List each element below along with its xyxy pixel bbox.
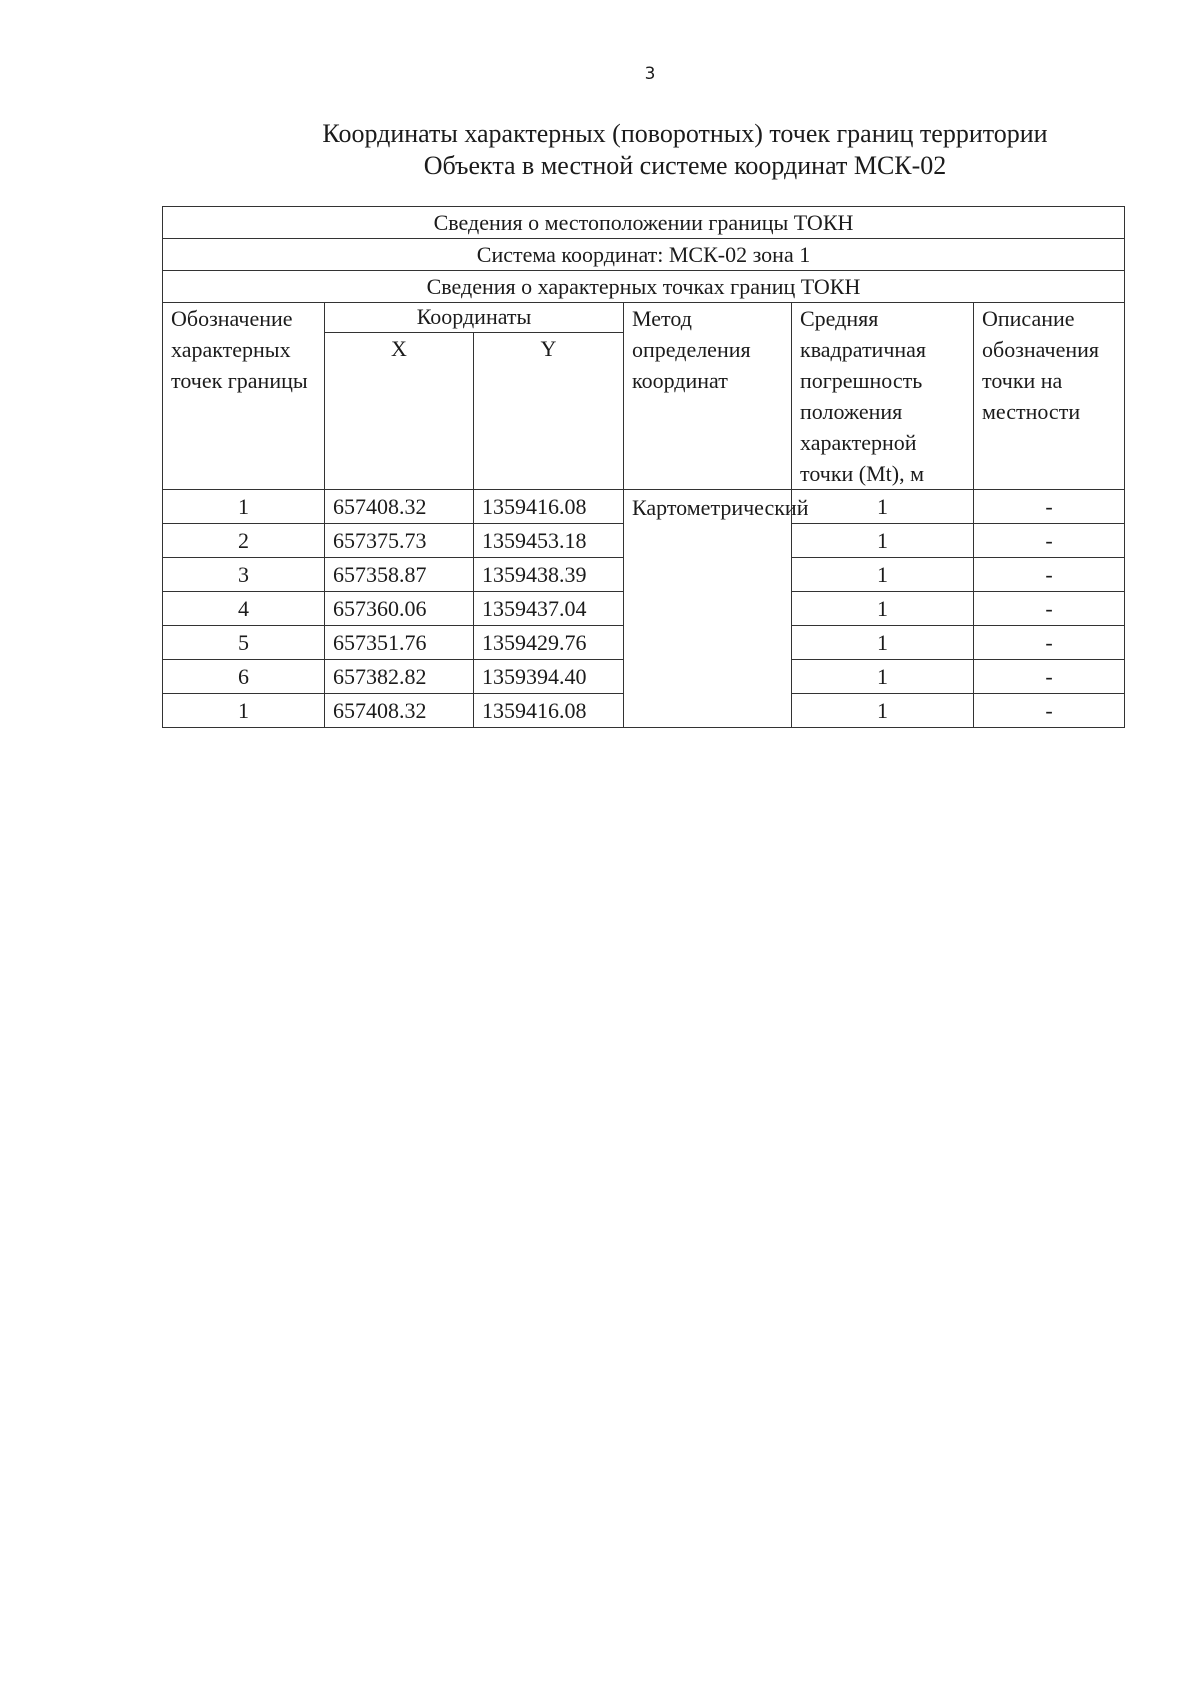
cell-x: 657351.76 [325,626,474,660]
cell-point: 2 [163,524,325,558]
cell-point: 4 [163,592,325,626]
cell-x: 657408.32 [325,694,474,728]
cell-point: 6 [163,660,325,694]
cell-point: 1 [163,490,325,524]
table-band-coordinate-system: Система координат: МСК-02 зона 1 [163,239,1125,271]
cell-y: 1359394.40 [474,660,624,694]
cell-description: - [974,694,1125,728]
document-title [290,118,1080,182]
header-point-description: Описание обозначения точки на местности [974,303,1125,490]
cell-y: 1359429.76 [474,626,624,660]
cell-error: 1 [792,524,974,558]
cell-x: 657408.32 [325,490,474,524]
document-title-line-2: Объекта в местной системе координат МСК-02 [423,151,947,180]
page-number: 3 [644,64,656,84]
cell-y: 1359437.04 [474,592,624,626]
cell-description: - [974,524,1125,558]
header-mean-square-error: Средняя квадратичная погрешность положения характерной точки (Mt), м [792,303,974,490]
cell-y: 1359438.39 [474,558,624,592]
cell-description: - [974,490,1125,524]
cell-y: 1359453.18 [474,524,624,558]
cell-x: 657360.06 [325,592,474,626]
table-row [163,490,1125,524]
header-coordinates: Координаты [325,303,624,333]
header-x: X [325,333,474,490]
header-y: Y [474,333,624,490]
document-title-line-1: Координаты характерных (поворотных) точек границ территории [322,119,1048,148]
cell-point: 3 [163,558,325,592]
cell-error: 1 [792,490,974,524]
cell-description: - [974,558,1125,592]
cell-y: 1359416.08 [474,694,624,728]
cell-error: 1 [792,626,974,660]
cell-x: 657358.87 [325,558,474,592]
table-band-location: Сведения о местоположении границы ТОКН [163,207,1125,239]
cell-error: 1 [792,694,974,728]
cell-error: 1 [792,660,974,694]
cell-error: 1 [792,592,974,626]
table-band-characteristic-points: Сведения о характерных точках границ ТОКН [163,271,1125,303]
cell-x: 657375.73 [325,524,474,558]
cell-point: 5 [163,626,325,660]
cell-description: - [974,592,1125,626]
cell-method: Картометрический [624,490,792,728]
cell-y: 1359416.08 [474,490,624,524]
cell-x: 657382.82 [325,660,474,694]
header-method: Метод определения координат [624,303,792,490]
header-point-designation: Обозначение характерных точек границы [163,303,325,490]
cell-point: 1 [163,694,325,728]
cell-description: - [974,626,1125,660]
coordinates-table [162,206,1125,728]
cell-error: 1 [792,558,974,592]
cell-description: - [974,660,1125,694]
